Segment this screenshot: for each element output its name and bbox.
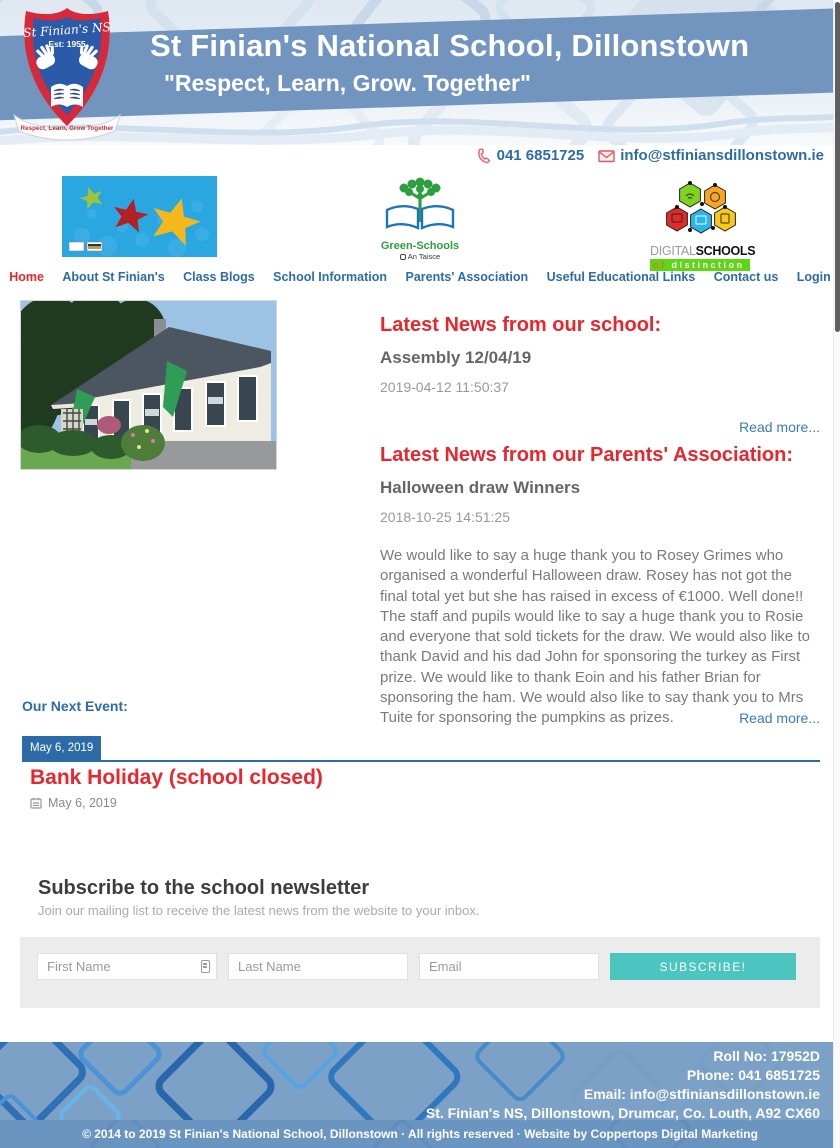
active-school-flag-graphic [62, 176, 217, 257]
school-news-read-more-link[interactable]: Read more... [739, 419, 820, 435]
digital-schools-logo[interactable] [650, 180, 756, 271]
site-title: St Finian's National School, Dillonstown [150, 28, 750, 63]
newsletter-heading: Subscribe to the school newsletter [38, 877, 370, 899]
distinction-word: distinction [671, 260, 745, 270]
email-address: info@stfiniansdillonstown.ie [620, 147, 824, 164]
main-navigation [0, 268, 840, 286]
green-schools-graphic [380, 176, 460, 234]
phone-link[interactable] [476, 147, 585, 164]
contact-bar [476, 147, 824, 164]
pa-news-body [380, 546, 820, 729]
digital-schools-graphic [650, 180, 750, 238]
event-meta-row [30, 796, 117, 810]
school-news-section [380, 314, 820, 435]
email-link[interactable] [598, 147, 824, 164]
an-taisce-mark-icon [400, 254, 406, 260]
nav-item-login[interactable]: Login [796, 270, 831, 284]
site-motto: "Respect, Learn, Grow. Together" [164, 70, 531, 96]
site-footer [0, 1042, 840, 1148]
last-name-input[interactable] [228, 953, 408, 980]
first-name-input[interactable] [37, 953, 217, 980]
copyright-text: © 2014 to 2019 St Finian's National School, Dillonstown · All rights reserved · Website by Coppertops Digital Marketing [82, 1127, 758, 1141]
school-news-heading: Latest News from our school: [380, 314, 662, 336]
newsletter-subheading: Join our mailing list to receive the latest news from the website to your inbox. [38, 903, 480, 918]
phone-number: 041 6851725 [496, 147, 585, 164]
event-date-text: May 6, 2019 [48, 796, 117, 810]
school-news-post-title: Assembly 12/04/19 [380, 348, 532, 367]
next-event-heading: Our Next Event: [22, 698, 128, 714]
last-name-field-wrap [228, 953, 408, 980]
school-news-timestamp: 2019-04-12 11:50:37 [380, 379, 509, 395]
newsletter-form [20, 937, 820, 1008]
nav-item-contact-us[interactable]: Contact us [713, 270, 779, 284]
newsletter-email-input[interactable] [419, 953, 599, 980]
footer-phone[interactable]: Phone: 041 6851725 [686, 1067, 820, 1083]
green-schools-label: Green-Schools [380, 240, 460, 252]
event-date-tab: May 6, 2019 [22, 736, 101, 760]
pa-news-timestamp: 2018-10-25 14:51:25 [380, 509, 510, 525]
school-photo-graphic [21, 301, 276, 469]
nav-item-class-blogs[interactable]: Class Blogs [183, 270, 255, 284]
site-header [0, 0, 840, 145]
digital-word: DIGITAL [650, 244, 696, 258]
email-icon [598, 149, 615, 163]
first-name-field-wrap [37, 953, 217, 980]
school-photo [20, 300, 277, 470]
crest-school-name: St Finian's NS [22, 19, 112, 41]
pa-news-body-text: We would like to say a huge thank you to Rosey Grimes who organised a wonderful Halloween draw. Rosey has not got the final total yet but she has raised in excess of €1000. Well done!! The staff and pupils would like to say a huge thank you to Rosie and everyone that sold tickets for the draw. We would also like to thank David and his dad John for sponsoring the turkey as First prize. We would like to thank Eoin and his father Brian for sponsoring the ham. We would also like to say thank you to Mrs Tuite for sponsoring the pumpkins as prizes. [380, 547, 810, 727]
calendar-icon [30, 797, 42, 809]
autofill-icon [201, 960, 210, 973]
pa-news-read-more-link[interactable]: Read more... [739, 710, 820, 727]
active-school-flag-logo[interactable] [62, 176, 217, 257]
parents-association-news-section [380, 444, 820, 729]
footer-copyright-bar [0, 1120, 840, 1148]
an-taisce-label: An Taisce [407, 252, 441, 261]
school-crest-logo [12, 3, 122, 143]
an-taisce-row [374, 252, 466, 261]
schools-word: SCHOOLS [695, 244, 756, 258]
crest-established: Est: 1955 [48, 39, 86, 49]
footer-contact-block [426, 1047, 820, 1123]
footer-roll-no: Roll No: 17952D [713, 1048, 820, 1064]
crest-motto-ribbon-text: Respect, Learn, Grow Together [20, 125, 114, 132]
footer-email[interactable]: Email: info@stfiniansdillonstown.ie [583, 1086, 820, 1102]
green-schools-logo[interactable] [374, 176, 466, 264]
pa-news-heading: Latest News from our Parents' Association: [380, 444, 793, 466]
digital-schools-label [650, 244, 756, 258]
footer-address: St. Finian's NS, Dillonstown, Drumcar, Co. Louth, A92 CX60 [425, 1105, 820, 1121]
of-word: of [653, 260, 667, 270]
pa-news-post-title: Halloween draw Winners [380, 478, 581, 497]
event-divider-line [22, 760, 820, 762]
subscribe-button[interactable]: SUBSCRIBE! [610, 953, 796, 980]
email-field-wrap [419, 953, 599, 980]
crest-book-icon [51, 84, 83, 107]
nav-item-about[interactable]: About St Finian's [62, 270, 165, 284]
phone-icon [476, 148, 492, 164]
scrollbar-track[interactable] [833, 0, 840, 1148]
nav-item-school-information[interactable]: School Information [273, 270, 388, 284]
nav-item-home[interactable]: Home [9, 270, 44, 284]
nav-item-educational-links[interactable]: Useful Educational Links [546, 270, 696, 284]
event-title-link[interactable]: Bank Holiday (school closed) [30, 766, 323, 789]
scrollbar-thumb[interactable] [835, 2, 840, 332]
nav-item-parents-association[interactable]: Parents' Association [405, 270, 529, 284]
